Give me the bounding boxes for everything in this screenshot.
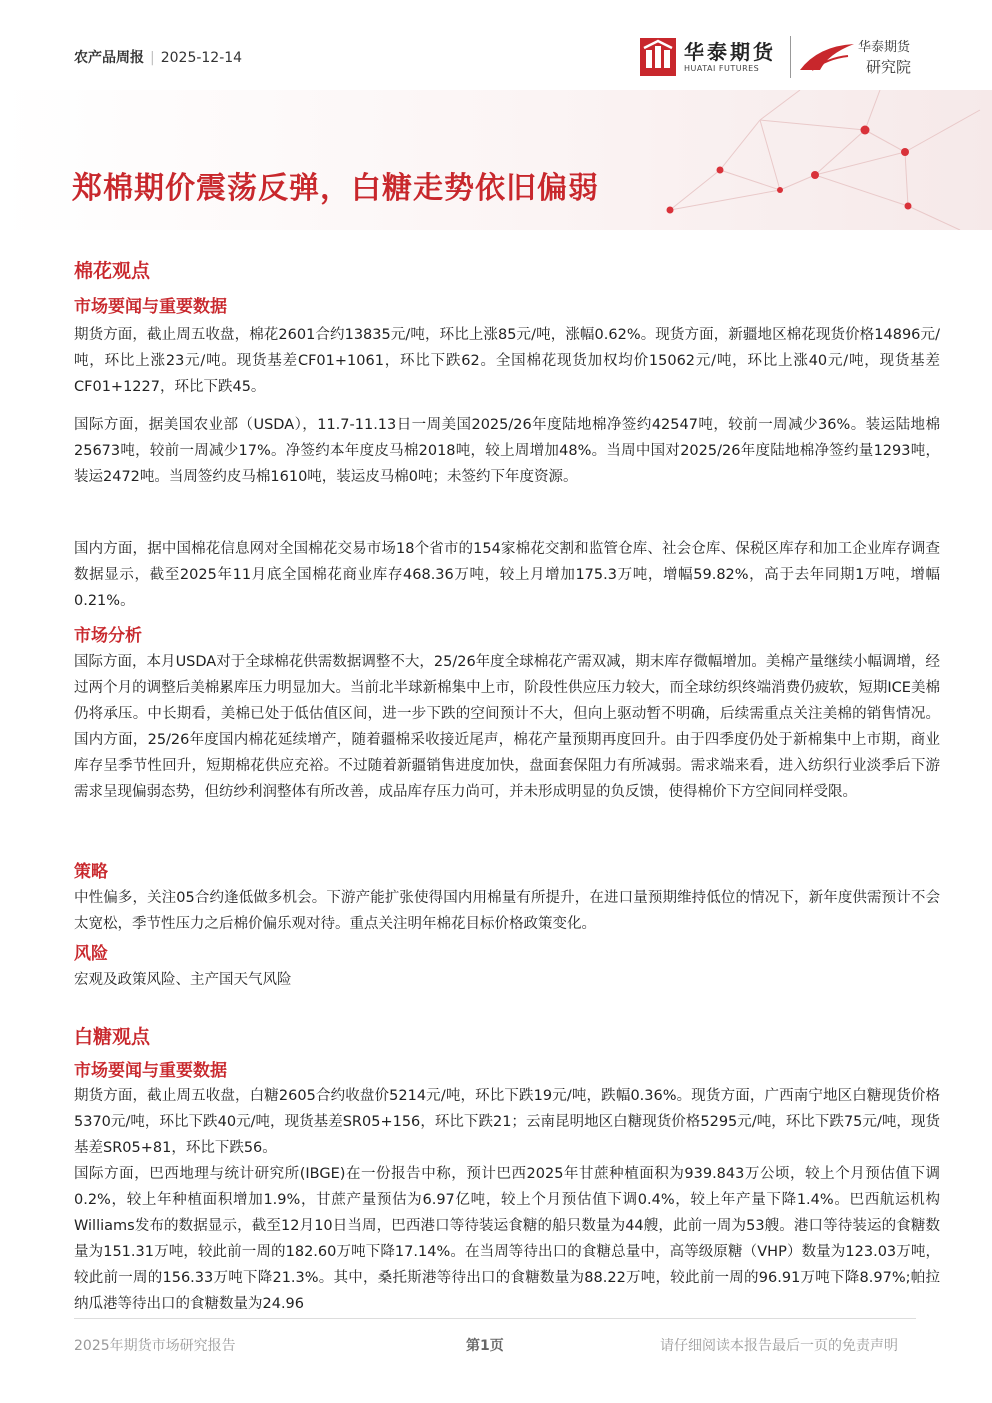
sugar-news-paragraph: 国际方面，巴西地理与统计研究所(IBGE)在一份报告中称，预计巴西2025年甘蔗种植面积为939.843万公顷，较上个月预估值下调0.2%，较上年种植面积增加1.9%，甘蔗产量预估为6.97亿吨，较上个月预估值下调0.4%，较上年产量下降1.4%。巴西航运机构Williams发布的数据显示，截至12月10日当周，巴西港口等待装运食糖的船只数量为44艘，此前一周为53艘。港口等待装运的食糖数量为151.31万吨，较此前一周的182.60万吨下降17.14%。在当周等待出口的食糖总量中，高等级原糖（VHP）数量为123.03万吨，较此前一周的156.33万吨下降21.3%。其中，桑托斯港等待出口的食糖数量为88.22万吨，较此前一周的96.91万吨下降8.97%;帕拉纳瓜港等待出口的食糖数量为24.96 — [74, 1166, 940, 1312]
cotton-news-paragraph: 期货方面，截止周五收盘，棉花2601合约13835元/吨，环比上涨85元/吨，涨幅0.62%。现货方面，新疆地区棉花现货价格14896元/吨，环比上涨23元/吨。现货基差CF01+1061，环比下跌62。全国棉花现货加权均价15062元/吨，环比上涨40元/吨，现货基差CF01+1227，环比下跌45。 — [74, 327, 940, 395]
cotton-news-paragraph: 国际方面，据美国农业部（USDA），11.7-11.13日一周美国2025/26年度陆地棉净签约42547吨，较前一周减少36%。装运陆地棉25673吨，较前一周减少17%。净签约本年度皮马棉2018吨，较上周增加48%。当周中国对2025/26年度陆地棉净签约量1293吨，装运2472吨。当周签约皮马棉1610吨，装运皮马棉0吨；未签约下年度资源。 — [74, 417, 940, 485]
report-date: 2025-12-14 — [160, 50, 243, 66]
cotton-analysis-heading: 市场分析 — [74, 626, 142, 646]
cotton-risk-paragraph: 宏观及政策风险、主产国天气风险 — [74, 972, 292, 988]
cotton-news-paragraph: 国内方面，据中国棉花信息网对全国棉花交易市场18个省市的154家棉花交割和监管仓库、社会仓库、保税区库存和加工企业库存调查数据显示，截至2025年11月底全国棉花商业库存468.36万吨，较上月增加175.3万吨，增幅59.82%，高于去年同期1万吨，增幅0.21%。 — [74, 541, 940, 609]
institute-name-bottom: 研究院 — [866, 58, 912, 76]
cotton-risk-heading: 风险 — [74, 944, 108, 964]
cotton-news-heading: 市场要闻与重要数据 — [74, 297, 227, 317]
logo-divider — [790, 36, 791, 78]
cotton-strategy-heading: 策略 — [74, 862, 108, 882]
banner-decoration — [0, 90, 992, 230]
sugar-news-paragraph: 期货方面，截止周五收盘，白糖2605合约收盘价5214元/吨，环比下跌19元/吨，跌幅0.36%。现货方面，广西南宁地区白糖现货价格5370元/吨，环比下跌40元/吨，现货基差SR05+156，环比下跌21；云南昆明地区白糖现货价格5295元/吨，环比下跌75元/吨，现货基差SR05+81，环比下跌56。 — [74, 1088, 940, 1156]
report-type: 农产品周报 — [74, 50, 144, 66]
footer-disclaimer: 请仔细阅读本报告最后一页的免责声明 — [660, 1338, 898, 1354]
company-logo — [640, 34, 930, 82]
cotton-heading: 棉花观点 — [74, 260, 151, 282]
sugar-heading: 白糖观点 — [74, 1026, 151, 1048]
cotton-analysis-paragraph: 国际方面，本月USDA对于全球棉花供需数据调整不大，25/26年度全球棉花产需双减，期末库存微幅增加。美棉产量继续小幅调增，经过两个月的调整后美棉累库压力明显加大。当前北半球新棉集中上市，阶段性供应压力较大，而全球纺织终端消费仍疲软，短期ICE美棉仍将承压。中长期看，美棉已处于低估值区间，进一步下跌的空间预计不大，但向上驱动暂不明确，后续需重点关注美棉的销售情况。国内方面，25/26年度国内棉花延续增产，随着疆棉采收接近尾声，棉花产量预期再度回升。由于四季度仍处于新棉集中上市期，商业库存呈季节性回升，短期棉花供应充裕。不过随着新疆销售进度加快，盘面套保阻力有所减弱。需求端来看，进入纺织行业淡季后下游需求呈现偏弱态势，但纺纱利润整体有所改善，成品库存压力尚可，并未形成明显的负反馈，使得棉价下方空间同样受限。 — [74, 654, 940, 800]
institute-logo-icon — [798, 40, 856, 74]
footer-divider — [74, 1318, 916, 1319]
footer-report-name: 2025年期货市场研究报告 — [74, 1338, 236, 1354]
page-title: 郑棉期价震荡反弹，白糖走势依旧偏弱 — [72, 171, 599, 206]
footer-page-number: 第1页 — [466, 1338, 504, 1354]
logo-name-en: HUATAI FUTURES — [684, 64, 760, 73]
huatai-logo-icon — [640, 38, 676, 76]
cotton-strategy-paragraph: 中性偏多，关注05合约逢低做多机会。下游产能扩张使得国内用棉量有所提升，在进口量预期维持低位的情况下，新年度供需预计不会太宽松，季节性压力之后棉价偏乐观对待。重点关注明年棉花目标价格政策变化。 — [74, 890, 940, 932]
header-separator: | — [150, 50, 155, 66]
logo-name-cn: 华泰期货 — [684, 40, 776, 64]
institute-name-top: 华泰期货 — [858, 40, 911, 55]
report-header — [74, 47, 242, 67]
sugar-news-heading: 市场要闻与重要数据 — [74, 1061, 227, 1081]
